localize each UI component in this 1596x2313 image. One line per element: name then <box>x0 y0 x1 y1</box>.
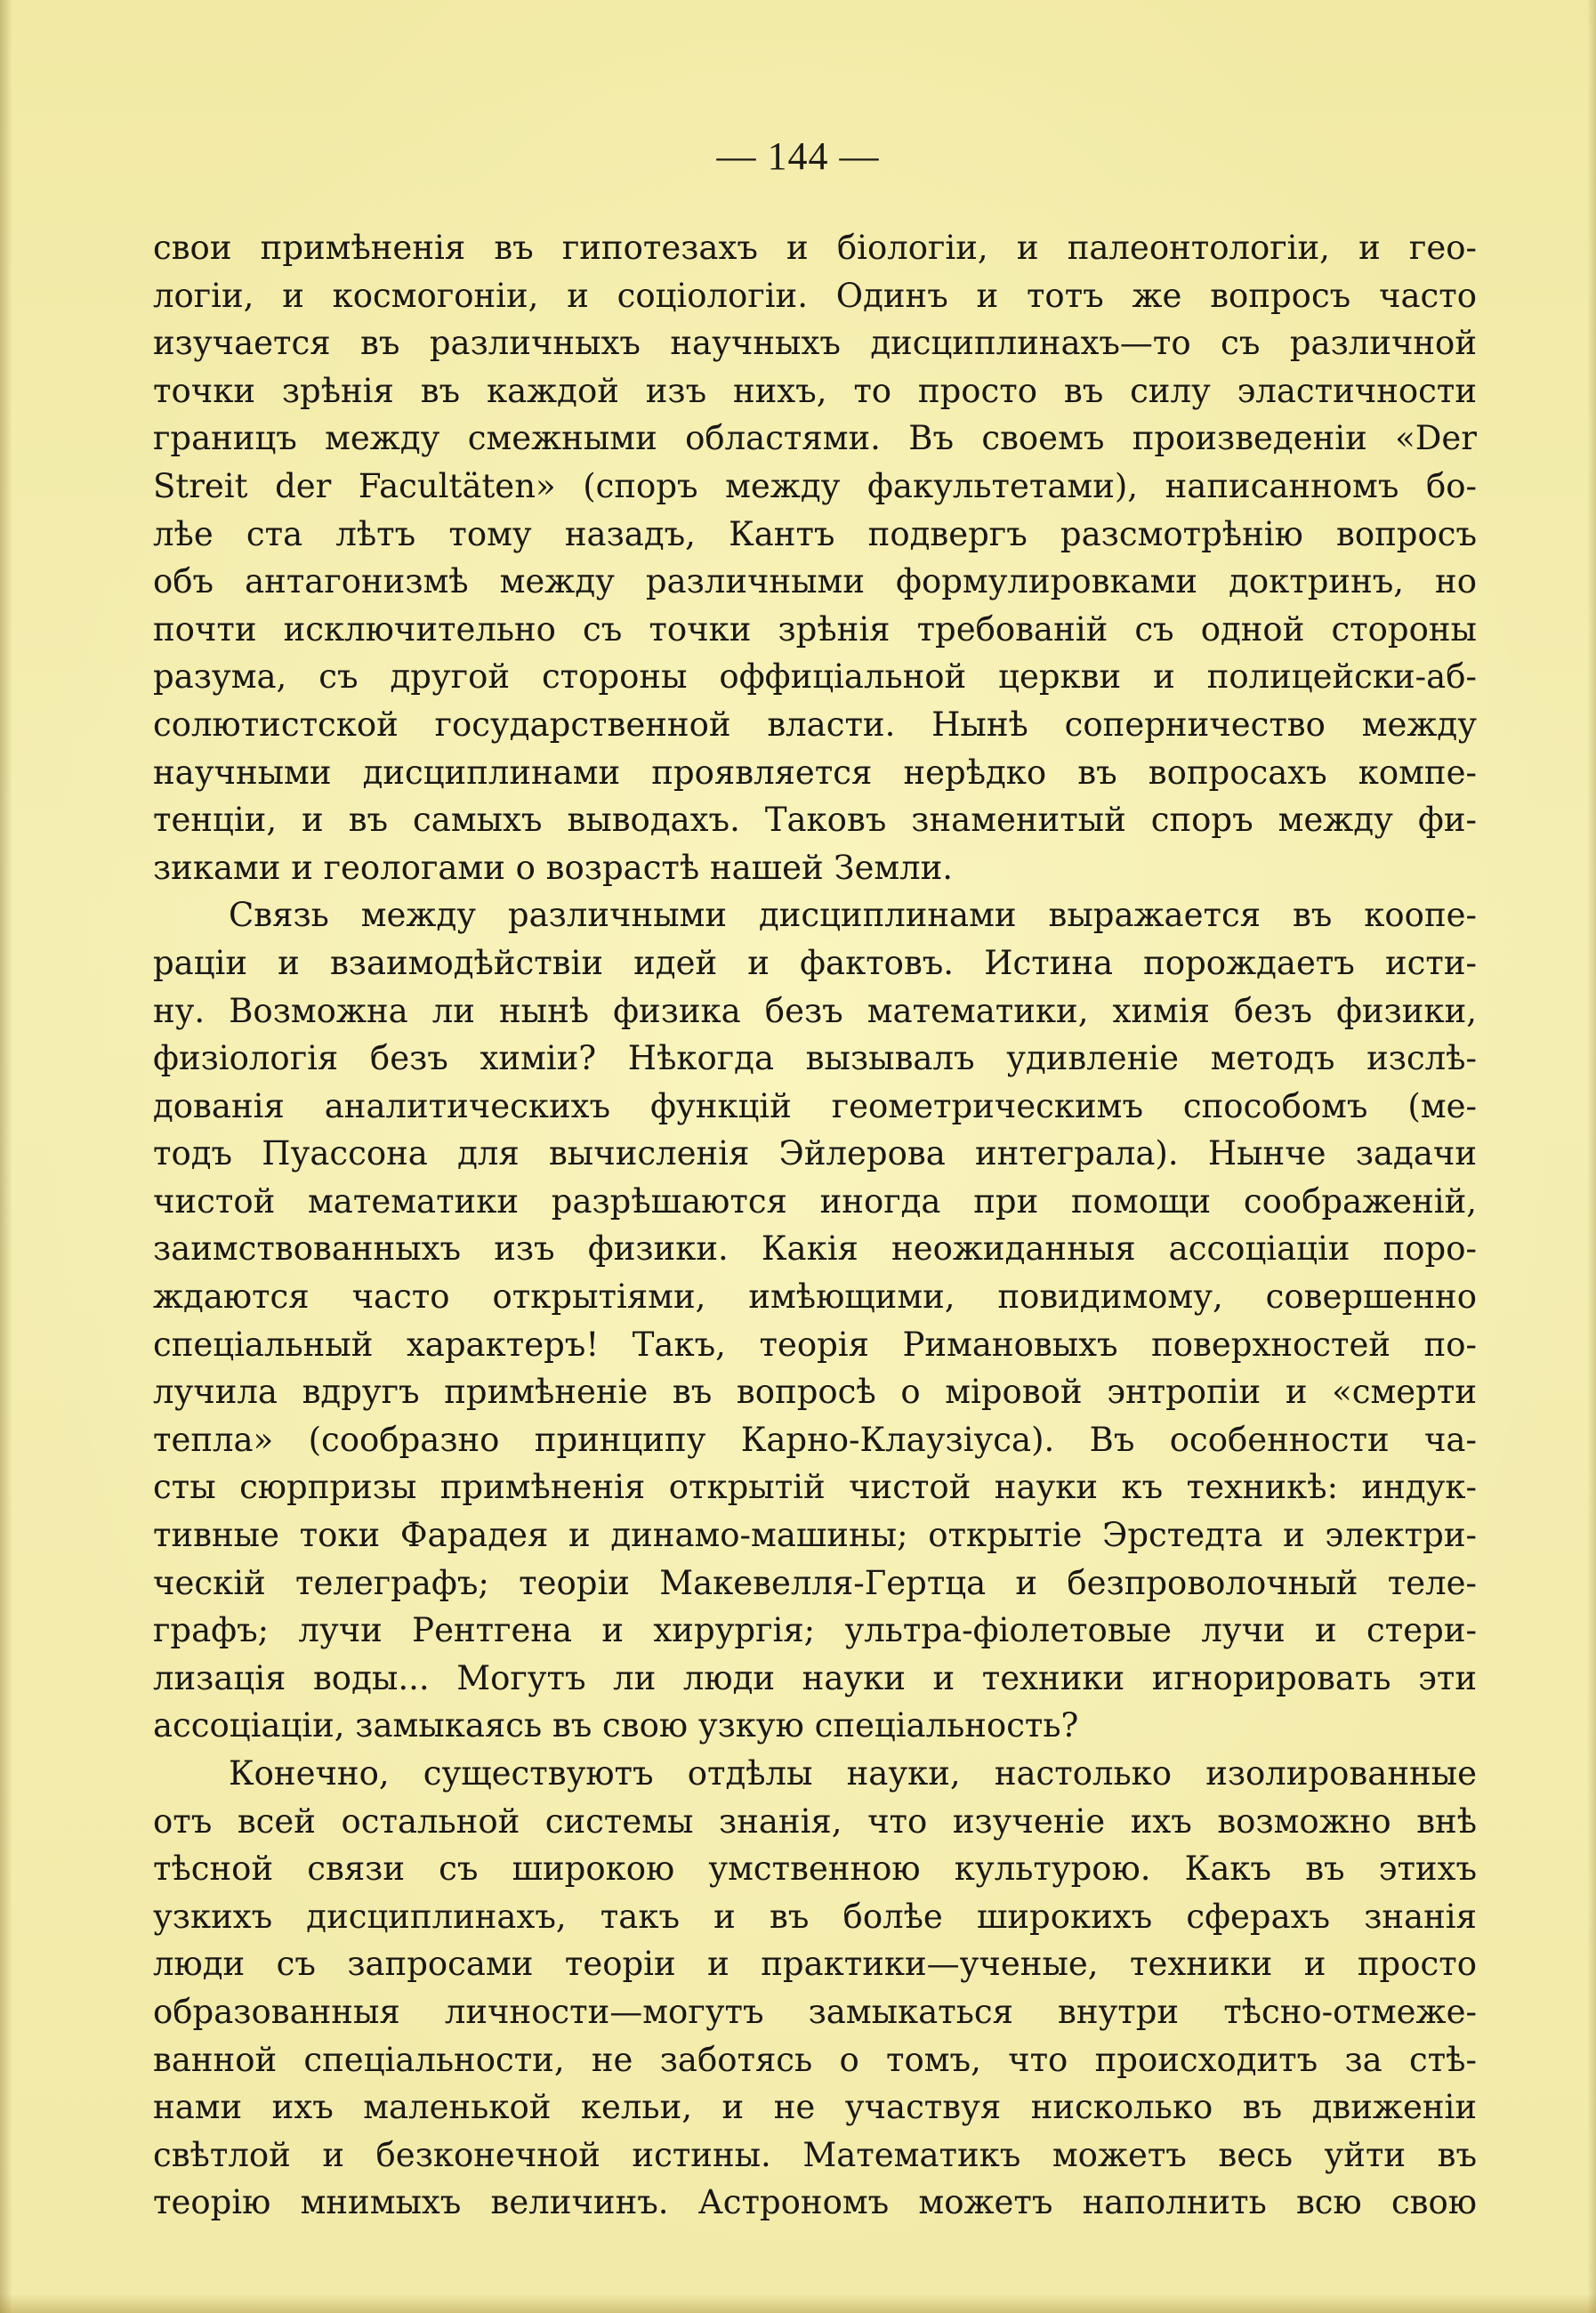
text-line: ассоціаціи, замыкаясь въ свою узкую спеціальность? <box>153 1706 1079 1745</box>
text-line: зиками и геологами о возрастѣ нашей Земли. <box>153 848 954 887</box>
text-line: почти исключительно съ точки зрѣнія требованій съ одной стороны <box>153 609 1477 649</box>
body-text <box>153 224 1477 2227</box>
text-line: раціи и взаимодѣйствіи идей и фактовъ. Истина порождаетъ исти- <box>153 943 1477 982</box>
text-line: теорію мнимыхъ величинъ. Астрономъ можетъ наполнить всю свою <box>153 2183 1477 2222</box>
text-line: Связь между различными дисциплинами выражается въ коопе- <box>229 896 1477 935</box>
text-line: образованныя личности—могутъ замыкаться внутри тѣсно-отмеже- <box>153 1992 1477 2031</box>
text-line: свѣтлой и безконечной истины. Математикъ можетъ весь уйти въ <box>153 2135 1477 2174</box>
text-line: ванной спеціальности, не заботясь о томъ, что происходитъ за стѣ- <box>153 2040 1477 2079</box>
page-edge-bottom <box>0 2293 1596 2313</box>
text-line: люди съ запросами теоріи и практики—ученые, техники и просто <box>153 1945 1477 1984</box>
text-line: сты сюрпризы примѣненія открытій чистой науки къ техникѣ: индук- <box>153 1468 1477 1507</box>
text-line: тѣсной связи съ широкою умственною культурою. Какъ въ этихъ <box>153 1850 1477 1889</box>
text-line: чистой математики разрѣшаются иногда при помощи соображеній, <box>153 1181 1477 1221</box>
text-line: тодъ Пуассона для вычисленія Эйлерова интеграла). Нынче задачи <box>153 1134 1477 1173</box>
text-line: Конечно, существуютъ отдѣлы науки, настолько изолированные <box>229 1754 1477 1793</box>
text-line: солютистской государственной власти. Нынѣ соперничество между <box>153 705 1477 744</box>
text-line: изучается въ различныхъ научныхъ дисциплинахъ—то съ различной <box>153 324 1477 363</box>
text-line: тенціи, и въ самыхъ выводахъ. Таковъ знаменитый споръ между фи- <box>153 801 1477 840</box>
text-line: Streit der Facultäten» (споръ между факультетами), написанномъ бо- <box>153 466 1477 505</box>
text-line: лучила вдругъ примѣненіе въ вопросѣ о міровой энтропіи и «смерти <box>153 1373 1477 1412</box>
page-edge-left <box>0 0 12 2313</box>
text-line: логіи, и космогоніи, и соціологіи. Одинъ и тотъ же вопросъ часто <box>153 276 1477 315</box>
text-line: отъ всей остальной системы знанія, что изученіе ихъ возможно внѣ <box>153 1801 1477 1841</box>
text-line: научными дисциплинами проявляется нерѣдко въ вопросахъ компе- <box>153 753 1477 792</box>
text-line: заимствованныхъ изъ физики. Какія неожиданныя ассоціаціи поро- <box>153 1229 1477 1269</box>
text-line: лизація воды... Могутъ ли люди науки и техники игнорировать эти <box>153 1658 1477 1697</box>
text-line: лѣе ста лѣтъ тому назадъ, Кантъ подвергъ разсмотрѣнію вопросъ <box>153 514 1477 553</box>
text-line: границъ между смежными областями. Въ своемъ произведеніи «Der <box>153 419 1477 458</box>
text-line: ческій телеграфъ; теоріи Макевелля-Гертца и безпроволочный теле- <box>153 1563 1477 1602</box>
text-line: ну. Возможна ли нынѣ физика безъ математики, химія безъ физики, <box>153 991 1477 1030</box>
text-line: графъ; лучи Рентгена и хирургія; ультра-фіолетовые лучи и стери- <box>153 1611 1477 1650</box>
text-line: ждаются часто открытіями, имѣющими, повидимому, совершенно <box>153 1277 1477 1317</box>
text-line: свои примѣненія въ гипотезахъ и біологіи, и палеонтологіи, и гео- <box>153 229 1477 267</box>
text-line: физіологія безъ химіи? Нѣкогда вызывалъ удивленіе методъ изслѣ- <box>153 1039 1477 1078</box>
text-line: разума, съ другой стороны оффиціальной церкви и полицейски-аб- <box>153 657 1477 697</box>
text-line: нами ихъ маленькой кельи, и не участвуя нисколько въ движеніи <box>153 2088 1477 2127</box>
text-line: тивные токи Фарадея и динамо-машины; открытіе Эрстедта и электри- <box>153 1516 1477 1555</box>
text-line: узкихъ дисциплинахъ, такъ и въ болѣе широкихъ сферахъ знанія <box>153 1897 1477 1936</box>
text-line: объ антагонизмѣ между различными формулировками доктринъ, но <box>153 562 1477 601</box>
page-edge-right <box>1587 0 1596 2313</box>
text-line: дованія аналитическихъ функцій геометрическимъ способомъ (ме- <box>153 1086 1477 1125</box>
text-line: тепла» (сообразно принципу Карно-Клаузіуса). Въ особенности ча- <box>153 1420 1477 1459</box>
text-line: точки зрѣнія въ каждой изъ нихъ, то просто въ силу эластичности <box>153 371 1477 410</box>
text-line: спеціальный характеръ! Такъ, теорія Римановыхъ поверхностей по- <box>153 1325 1477 1364</box>
page-number: — 144 — <box>716 134 880 178</box>
